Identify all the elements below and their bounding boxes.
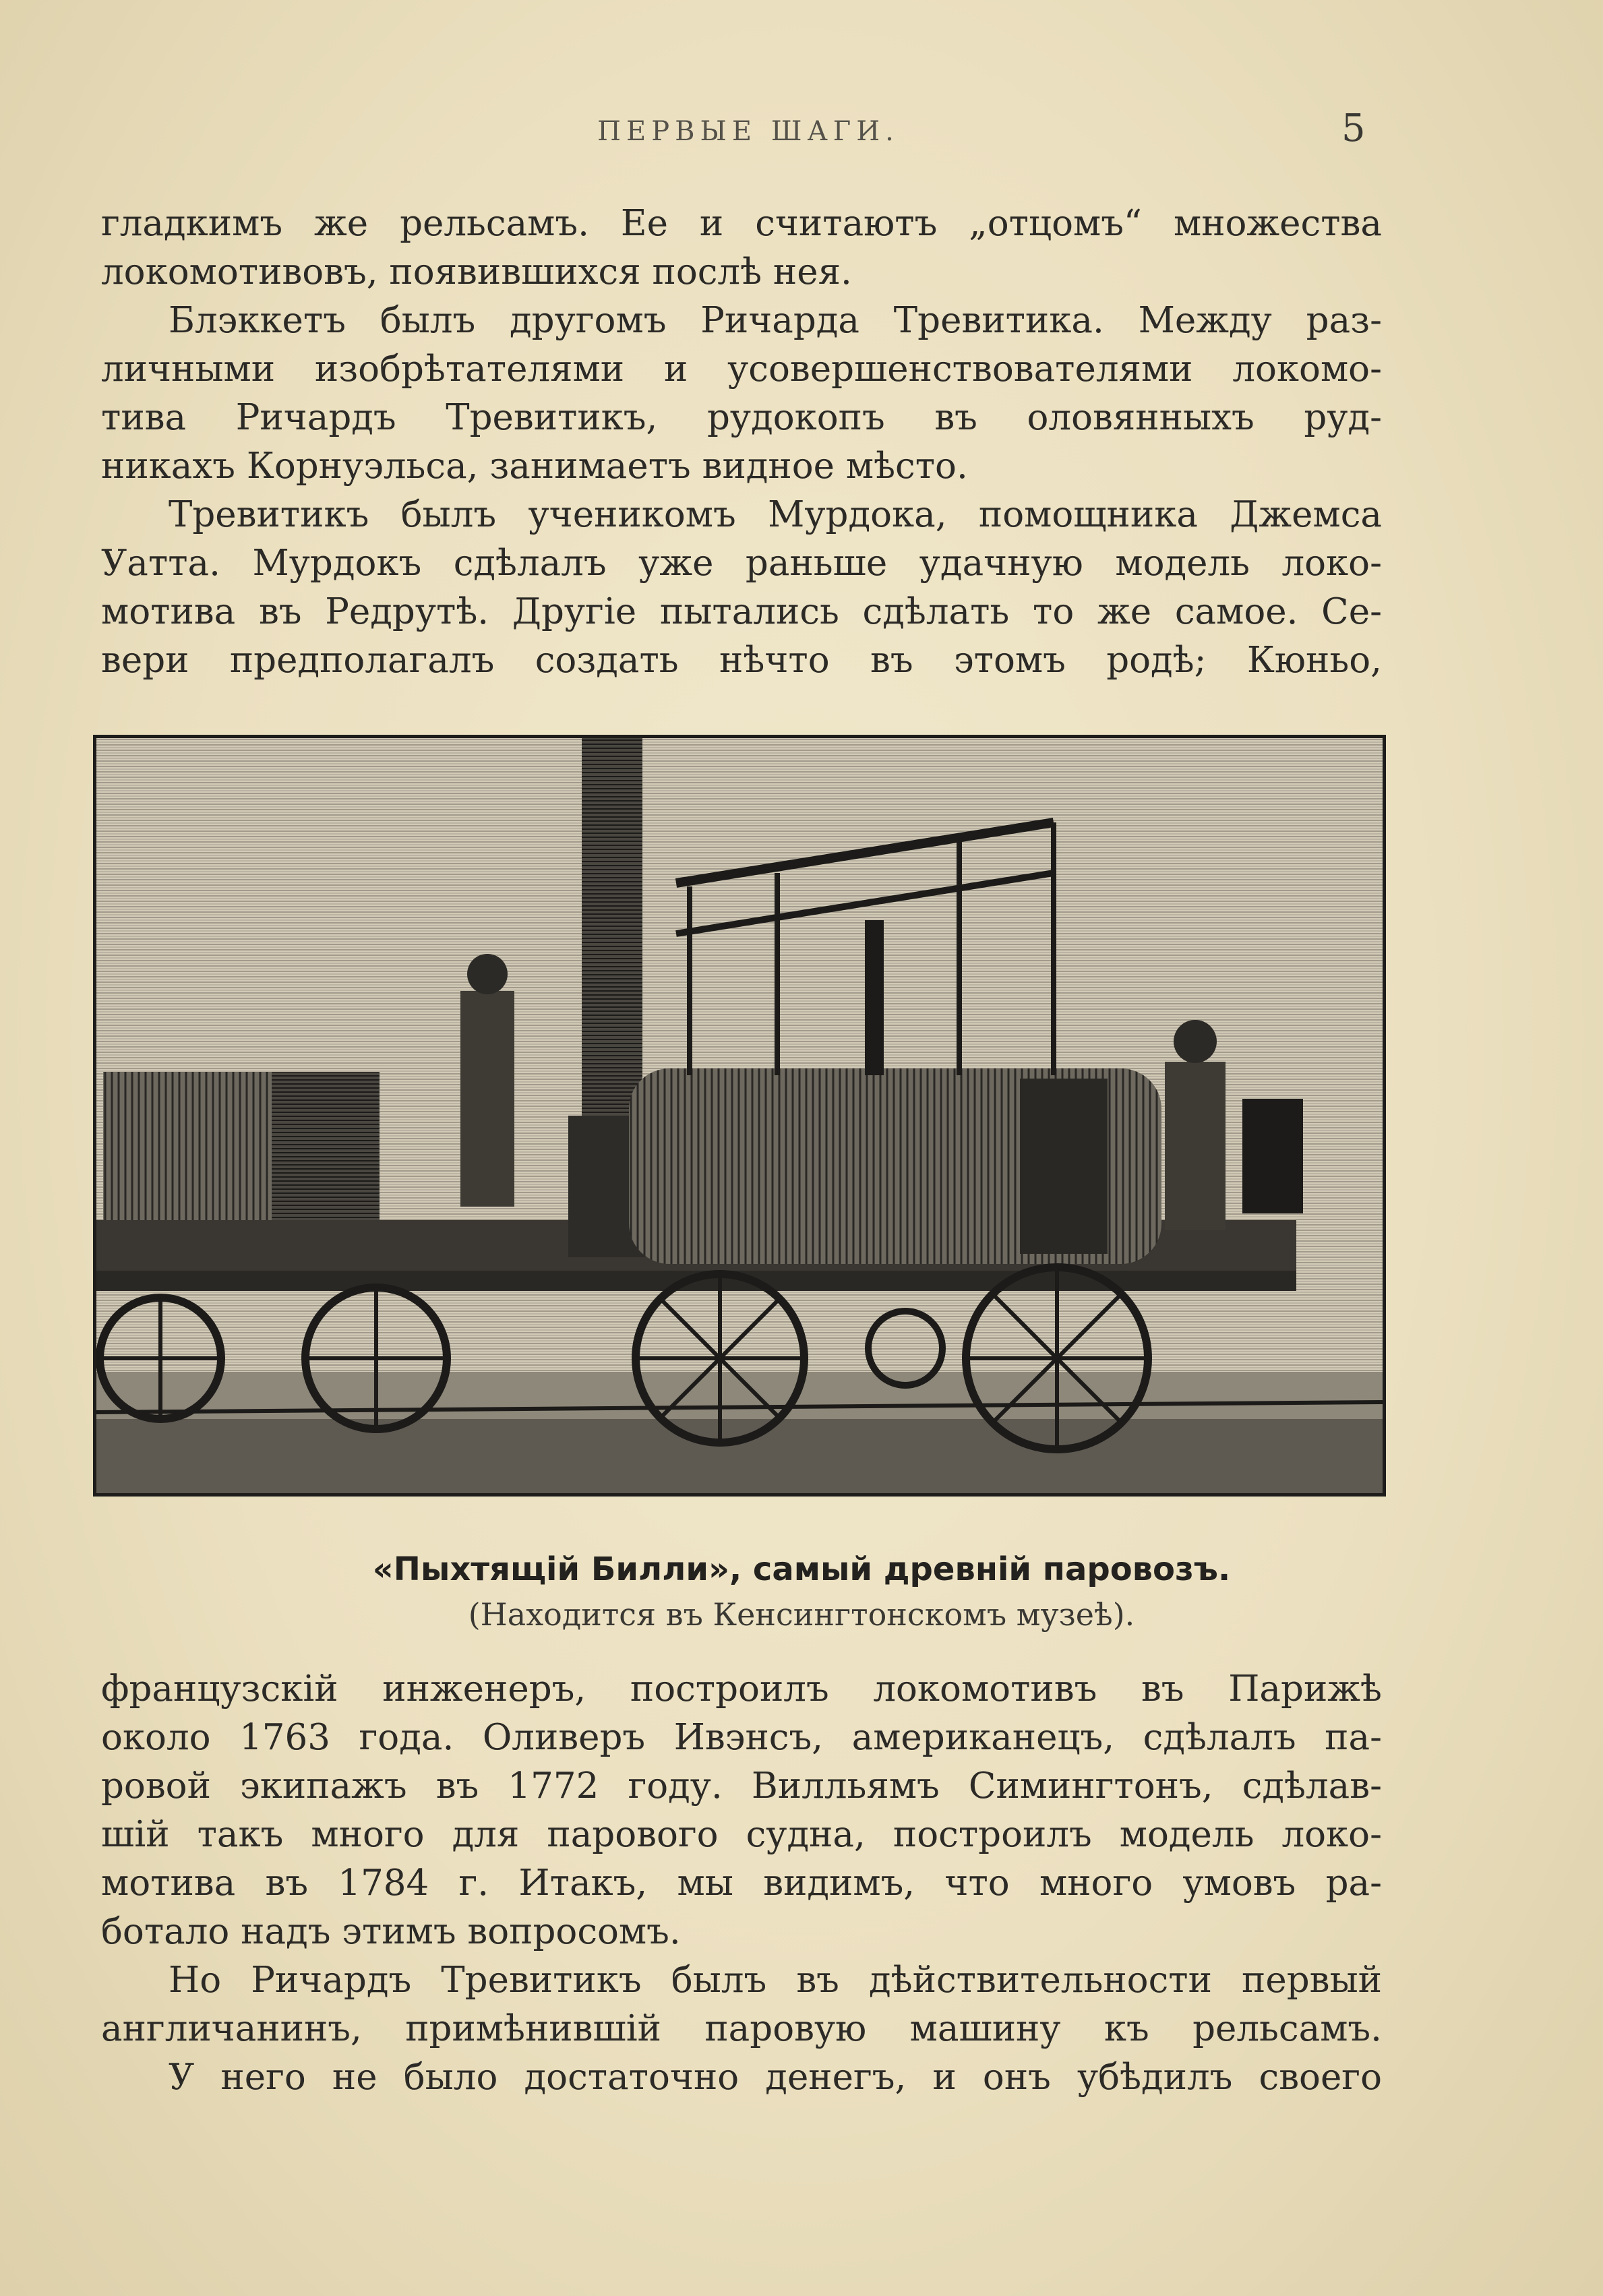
text-line: ботало надъ этимъ вопросомъ. bbox=[101, 1911, 681, 1952]
page-number: 5 bbox=[1341, 107, 1366, 150]
text-line: мотива въ Редрутѣ. Другіе пытались сдѣлать то же самое. Се- bbox=[101, 591, 1382, 632]
text-line: мотива въ 1784 г. Итакъ, мы видимъ, что много умовъ ра- bbox=[101, 1863, 1382, 1904]
figure-subcaption: (Находится въ Кенсингтонскомъ музеѣ). bbox=[468, 1596, 1135, 1633]
text-line: локомотивовъ, появившихся послѣ нея. bbox=[101, 251, 852, 293]
text-line: Уатта. Мурдокъ сдѣлалъ уже раньше удачную модель локо- bbox=[101, 543, 1382, 584]
text-line: шій такъ много для парового судна, построилъ модель локо- bbox=[101, 1814, 1382, 1855]
figure-caption: «Пыхтящій Билли», самый древній паровозъ. bbox=[372, 1550, 1231, 1588]
text-block-bottom bbox=[101, 1665, 1382, 2102]
text-block-top bbox=[101, 200, 1382, 685]
locomotive-engraving bbox=[93, 735, 1386, 1497]
text-line: французскій инженеръ, построилъ локомотивъ въ Парижѣ bbox=[101, 1668, 1382, 1710]
text-line: Блэккетъ былъ другомъ Ричарда Тревитика. Между раз- bbox=[169, 300, 1382, 341]
text-line: англичанинъ, примѣнившій паровую машину къ рельсамъ. bbox=[101, 2008, 1382, 2049]
text-line: около 1763 года. Оливеръ Ивэнсъ, американецъ, сдѣлалъ па- bbox=[101, 1717, 1382, 1758]
text-line: Но Ричардъ Тревитикъ былъ въ дѣйствительности первый bbox=[169, 1960, 1382, 2001]
text-line: вери предполагалъ создать нѣчто въ этомъ родѣ; Кюньо, bbox=[101, 640, 1382, 681]
locomotive-illustration bbox=[96, 738, 1383, 1493]
running-title: ПЕРВЫЕ ШАГИ. bbox=[597, 116, 899, 147]
text-line: У него не было достаточно денегъ, и онъ убѣдилъ своего bbox=[169, 2057, 1382, 2098]
text-line: личными изобрѣтателями и усовершенствователями локомо- bbox=[101, 349, 1382, 390]
text-line: никахъ Корнуэльса, занимаетъ видное мѣсто. bbox=[101, 446, 968, 487]
text-line: гладкимъ же рельсамъ. Ее и считаютъ „отцомъ“ множества bbox=[101, 203, 1382, 244]
text-line: Тревитикъ былъ ученикомъ Мурдока, помощника Джемса bbox=[169, 494, 1382, 535]
text-line: ровой экипажъ въ 1772 году. Вилльямъ Симингтонъ, сдѣлав- bbox=[101, 1765, 1382, 1807]
text-line: тива Ричардъ Тревитикъ, рудокопъ въ оловянныхъ руд- bbox=[101, 397, 1382, 438]
